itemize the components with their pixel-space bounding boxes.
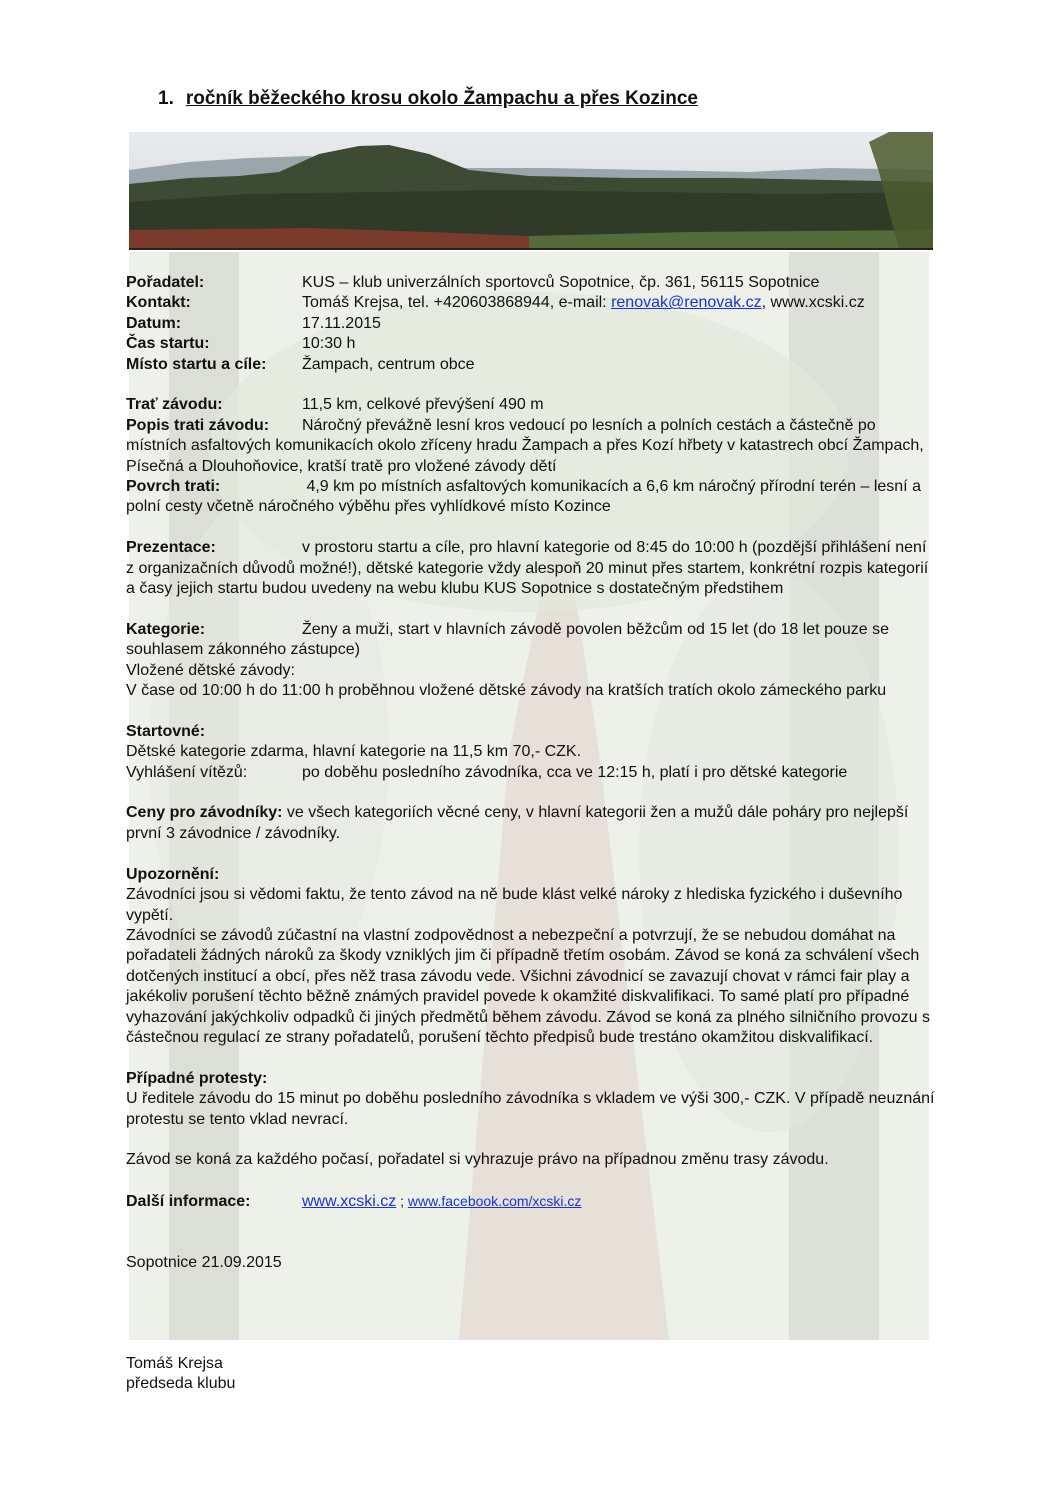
surface-label: Povrch trati: [126,478,221,496]
surface [126,477,938,518]
awards-ceremony-text: po doběhu posledního závodníka, cca ve 12:15 h, platí i pro dětské kategorie [302,763,848,781]
warning-text-1: Závodníci jsou si vědomi faktu, že tento závod na ně bude klást velké nároky z hlediska fyzického i duševního vypětí. [126,886,903,924]
registration [126,538,938,599]
awards-ceremony-label: Vyhlášení vítězů: [126,763,248,781]
place-date: Sopotnice 21.09.2015 [126,1254,282,1272]
more-info-label: Další informace: [126,1193,251,1211]
prizes-label: Ceny pro závodníky: [126,804,283,822]
awards-ceremony [126,763,938,783]
more-info [126,1191,938,1212]
start-time-row [126,334,938,354]
link-separator: ; [396,1193,408,1210]
start-time-value: 10:30 h [302,335,356,353]
signature-role: předseda klubu [126,1375,236,1393]
entry-fee-text: Dětské kategorie zdarma, hlavní kategorie na 11,5 km 70,- CZK. [126,743,582,761]
venue-label: Místo startu a cíle: [126,355,267,373]
xcski-link[interactable]: www.xcski.cz [302,1193,397,1211]
protests-label: Případné protesty: [126,1069,268,1087]
venue-value: Žampach, centrum obce [302,355,475,373]
surface-text: 4,9 km po místních asfaltových komunikacích a 6,6 km náročný přírodní terén – lesní a polní cesty včetně náročného výběhu přes vyhlídkové místo Kozince [126,478,921,516]
document-body [126,273,938,1274]
date-value: 17.11.2015 [302,314,381,332]
weather-note: Závod se koná za každého počasí, pořadatel si vyhrazuje právo na případnou změnu trasy závodu. [126,1151,829,1169]
contact-value [302,293,938,313]
title-text: ročník běžeckého krosu okolo Žampachu a přes Kozince [185,88,698,109]
date-label: Datum: [126,314,182,332]
course-value: 11,5 km, celkové převýšení 490 m [302,396,544,414]
contact-text: Tomáš Krejsa, tel. +420603868944, e-mail: [302,294,612,312]
course-description [126,416,938,477]
kids-races-label: Vložené dětské závody: [126,661,295,679]
facebook-link[interactable]: www.facebook.com/xcski.cz [407,1193,582,1210]
registration-text: v prostoru startu a cíle, pro hlavní kategorie od 8:45 do 10:00 h (pozdější přihlášení není z organizačních důvodů možné!), dětské kategorie vždy alespoň 20 minut přes startem, konkrétní rozpis kategorií a časy jejich startu budou uvedeny na webu klubu KUS Sopotnice s dostatečným předstihem [126,539,929,598]
course-label: Trať závodu: [126,396,223,414]
protests-text: U ředitele závodu do 15 minut po doběhu posledního závodníka s vkladem ve výši 300,- CZK. V případě neuznání protestu se tento vklad nevrací. [126,1090,935,1128]
prizes-text: ve všech kategoriích věcné ceny, v hlavní kategorii žen a mužů dále poháry pro nejlepší první 3 závodnice / závodníky. [126,804,909,842]
entry-fee-label: Startovné: [126,722,206,740]
contact-row [126,293,938,313]
categories [126,620,938,661]
contact-email-link[interactable]: renovak@renovak.cz [611,294,762,312]
prizes [126,803,938,844]
page-title [158,88,698,110]
warning-label: Upozornění: [126,865,220,883]
date-row [126,314,938,334]
course-description-label: Popis trati závodu: [126,416,270,434]
start-time-label: Čas startu: [126,335,210,353]
course-row [126,395,938,415]
contact-label: Kontakt: [126,294,191,312]
organizer-row [126,273,938,293]
registration-label: Prezentace: [126,539,216,557]
title-number: 1. [158,88,174,109]
signature-block [126,1354,235,1395]
warning-text-2: Závodníci se závodů zúčastní na vlastní zodpovědnost a nebezpeční a potvrzují, že se nebudou domáhat na pořadateli žádných nároků za škody vzniklých jim či případně třetím osobám. Závod se koná za schválení všech dotčených institucí a obcí, přes něž trasa závodu vede. Všichni závodnicí se zavazují chovat v rámci fair play a jakékoliv porušení těchto běžně známých pravidel povede k okamžité diskvalifikaci. To samé platí pro případné vyhazování jakýchkoliv odpadků či jiných předmětů během závodu. Závod se koná za plného silničního provozu s částečnou regulací ze strany pořadatelů, porušení těchto předpisů bude trestáno okamžitou diskvalifikací. [126,926,931,1046]
venue-row [126,355,938,375]
kids-races-text: V čase od 10:00 h do 11:00 h proběhnou vložené dětské závody na kratších tratích okolo zámeckého parku [126,682,887,700]
signature-name: Tomáš Krejsa [126,1355,223,1372]
course-description-text: Náročný převážně lesní kros vedoucí po lesních a polních cestách a částečně po místních asfaltových komunikacích okolo zříceny hradu Žampach a přes Kozí hřbety v katastrech obcí Žampach, Písečná a Dlouhoňovice, kratší tratě pro vložené závody dětí [126,416,924,475]
categories-text: Ženy a muži, start v hlavních závodě povolen běžcům od 15 let (do 18 let pouze se souhlasem zákonného zástupce) [126,620,889,659]
organizer-label: Pořadatel: [126,274,205,291]
landscape-banner-image [129,132,933,250]
contact-web: , www.xcski.cz [761,294,865,312]
organizer-value: KUS – klub univerzálních sportovců Sopotnice, čp. 361, 56115 Sopotnice [302,274,820,291]
categories-label: Kategorie: [126,620,206,638]
